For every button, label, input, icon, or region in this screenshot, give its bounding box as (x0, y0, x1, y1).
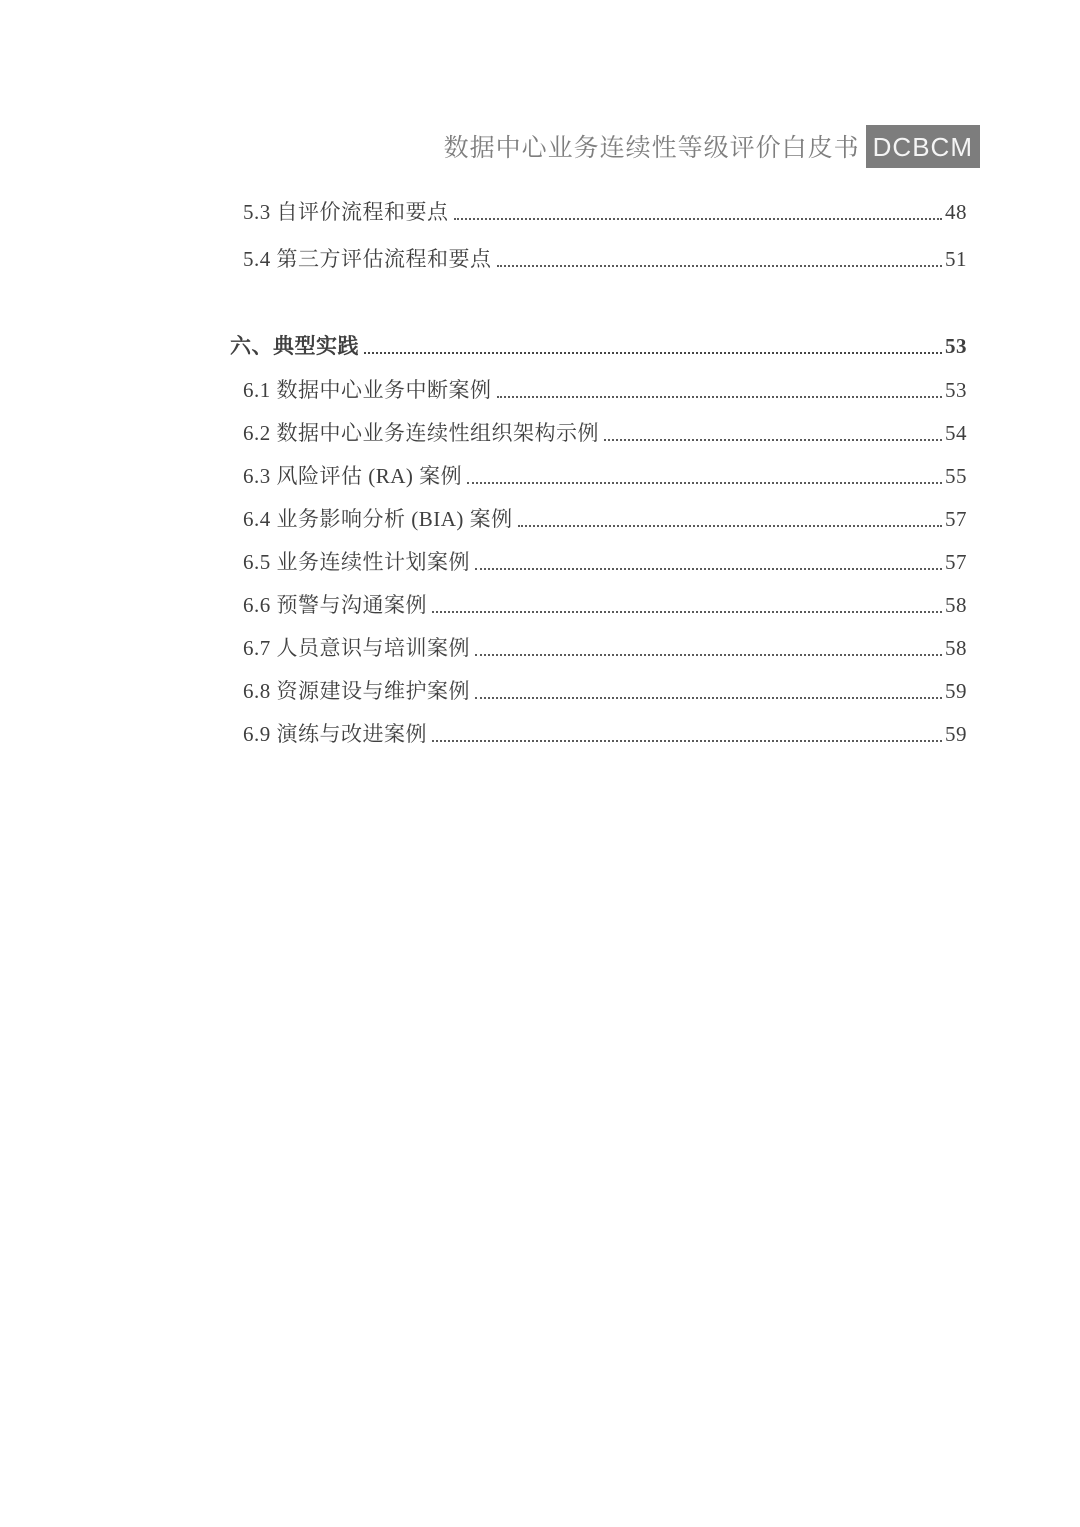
toc-entry-page: 57 (945, 507, 967, 531)
toc-entry-label: 5.3 自评价流程和要点 (243, 200, 449, 224)
document-title: 数据中心业务连续性等级评价白皮书 (443, 134, 860, 162)
toc-entry-label: 5.4 第三方评估流程和要点 (243, 247, 492, 271)
toc-entry-page: 59 (945, 679, 967, 703)
toc-entry (230, 198, 967, 223)
toc-entry-label: 6.1 数据中心业务中断案例 (243, 378, 492, 402)
toc-entry-label: 6.2 数据中心业务连续性组织架构示例 (243, 421, 599, 445)
toc-leader-dots (432, 740, 942, 742)
toc-entry (230, 591, 967, 616)
toc-entry (230, 376, 967, 401)
toc-entry (230, 677, 967, 702)
toc-entry-label: 六、典型实践 (230, 334, 359, 358)
toc-entry-page: 55 (945, 464, 967, 488)
page-header (0, 0, 1080, 170)
toc-entry-page: 58 (945, 593, 967, 617)
toc-leader-dots (497, 396, 943, 398)
toc-entry (230, 505, 967, 530)
toc-entry-page: 59 (945, 722, 967, 746)
toc-entry-page: 48 (945, 200, 967, 224)
toc-leader-dots (432, 611, 942, 613)
toc-entry-page: 57 (945, 550, 967, 574)
toc-leader-dots (475, 568, 942, 570)
toc-leader-dots (604, 439, 942, 441)
toc-entry-label: 6.5 业务连续性计划案例 (243, 550, 470, 574)
toc-entry (230, 462, 967, 487)
toc-leader-dots (467, 482, 942, 484)
toc-leader-dots (454, 218, 943, 220)
toc-entry-page: 53 (945, 378, 967, 402)
toc-entry (230, 245, 967, 270)
toc-entry-label: 6.3 风险评估 (RA) 案例 (243, 464, 463, 488)
dcbcm-badge: DCBCM (866, 125, 980, 168)
toc-entry-page: 51 (945, 247, 967, 271)
toc-leader-dots (475, 697, 942, 699)
toc-entry (230, 634, 967, 659)
toc-entry-page: 58 (945, 636, 967, 660)
toc-entry-label: 6.7 人员意识与培训案例 (243, 636, 470, 660)
toc-entry-label: 6.6 预警与沟通案例 (243, 593, 427, 617)
toc-leader-dots (475, 654, 942, 656)
toc-entry-page: 54 (945, 421, 967, 445)
toc-entry (230, 720, 967, 745)
toc-entry (230, 548, 967, 573)
toc-entry-label: 6.4 业务影响分析 (BIA) 案例 (243, 507, 513, 531)
toc-entry-label: 6.8 资源建设与维护案例 (243, 679, 470, 703)
toc-entry-label: 6.9 演练与改进案例 (243, 722, 427, 746)
toc-entry-page: 53 (945, 334, 967, 358)
toc-entry (230, 419, 967, 444)
toc-section-heading (230, 332, 967, 357)
table-of-contents (230, 198, 967, 745)
toc-leader-dots (364, 352, 942, 354)
toc-leader-dots (518, 525, 942, 527)
toc-leader-dots (497, 265, 943, 267)
